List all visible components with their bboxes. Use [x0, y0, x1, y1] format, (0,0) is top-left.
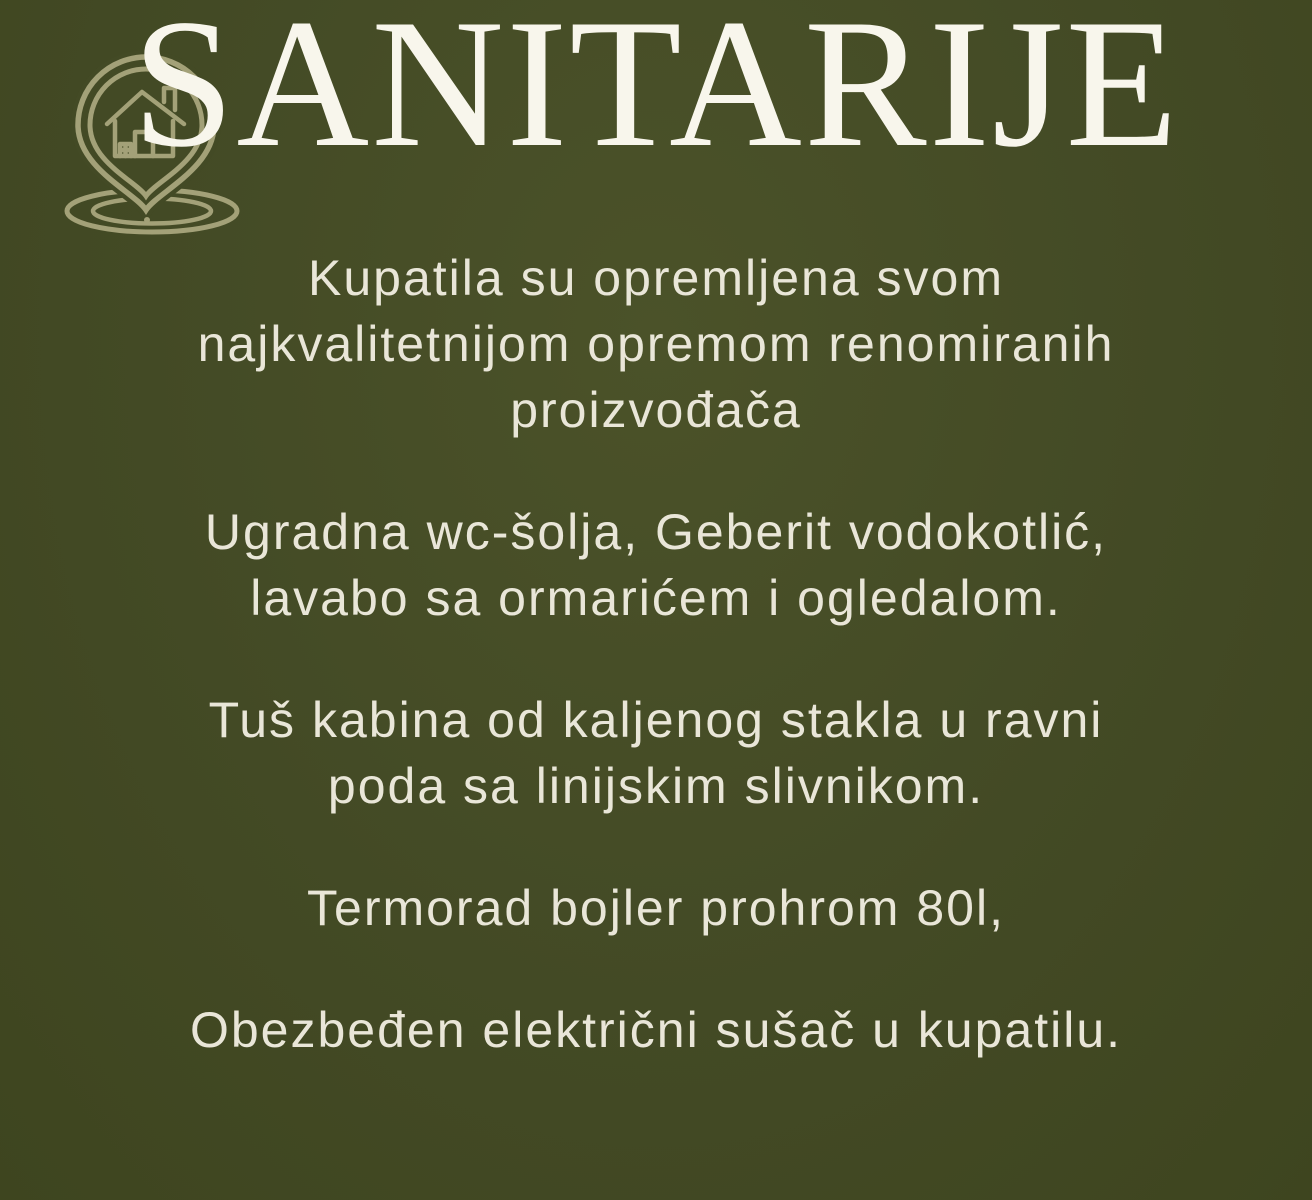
paragraph-dryer [0, 997, 1312, 1063]
text-line: Termorad bojler prohrom 80l, [307, 880, 1005, 936]
body-text [0, 245, 1312, 1119]
text-line: lavabo sa ormarićem i ogledalom. [250, 570, 1062, 626]
text-line: Obezbeđen električni sušač u kupatilu. [189, 1002, 1123, 1058]
paragraph-boiler [0, 875, 1312, 941]
text-line: Tuš kabina od kaljenog stakla u ravni [208, 692, 1104, 748]
paragraph-toilet [0, 499, 1312, 631]
paragraph-shower [0, 687, 1312, 819]
logo-pin-dot-icon [144, 217, 150, 223]
text-line: najkvalitetnijom opremom renomiranih [197, 316, 1115, 372]
paragraph-equipment [0, 245, 1312, 443]
text-line: poda sa linijskim slivnikom. [327, 758, 985, 814]
text-line: proizvođača [510, 382, 802, 438]
page-title: SANITARIJE [132, 0, 1180, 185]
text-line: Ugradna wc-šolja, Geberit vodokotlić, [204, 504, 1108, 560]
text-line: Kupatila su opremljena svom [308, 250, 1004, 306]
